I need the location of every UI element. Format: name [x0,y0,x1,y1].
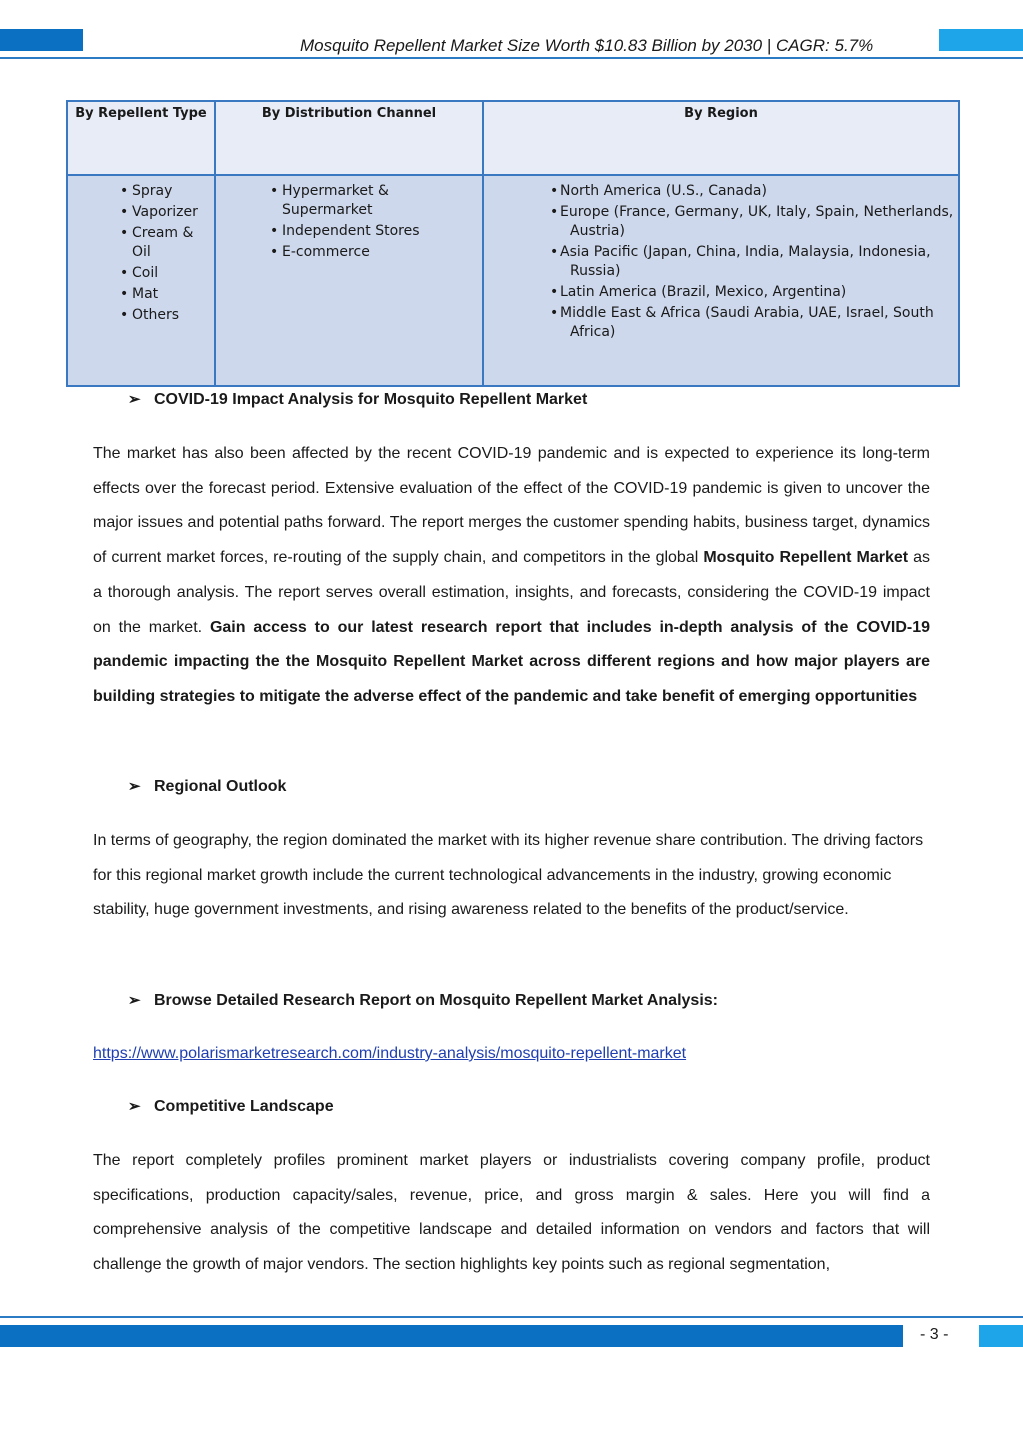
footer-bar-right [979,1325,1023,1347]
list-item: • Mat [118,285,210,304]
region-text: Asia Pacific (Japan, China, India, Malaysia, Indonesia, Russia) [560,244,931,279]
bullet-icon: • [550,284,559,300]
header-bar-right [939,29,1023,51]
list-item: • Hypermarket & Supermarket [268,182,478,220]
distribution-channel-list [220,182,478,262]
region-text: Middle East & Africa (Saudi Arabia, UAE, Israel, South Africa) [560,305,934,340]
list-item: • Spray [118,182,210,201]
header-bar-left [0,29,83,51]
bullet-icon: • [550,244,559,260]
column-header-region: By Region [483,101,959,175]
arrow-bullet-icon: ➢ [128,992,141,1009]
list-item [538,283,954,302]
list-item: • Vaporizer [118,203,210,222]
covid-heading [128,390,587,409]
list-item: • Others [118,306,210,325]
segmentation-table [66,100,960,387]
competitive-heading [128,1097,334,1116]
region-text: Europe (France, Germany, UK, Italy, Spain, Netherlands, Austria) [560,204,954,239]
covid-paragraph [93,437,930,715]
bullet-icon: • [550,204,559,220]
bullet-icon: • [550,183,559,199]
header-divider [0,57,1023,59]
list-item: • Coil [118,264,210,283]
list-item [538,304,954,342]
column-header-distribution-channel: By Distribution Channel [215,101,483,175]
footer-divider [0,1316,1023,1318]
covid-text-1: The market has also been affected by the recent COVID-19 pandemic and is expected to experience its long-term effects over the forecast period. Extensive evaluation of the effect of the COVID-19 pandemic is given to uncover the major issues and potential paths forward. The report merges the customer spending habits, business target, dynamics of current market forces, re-routing of the supply chain, and competitors in the global [93,445,930,567]
competitive-heading-text: Competitive Landscape [154,1098,334,1115]
list-item: • Independent Stores [268,222,478,241]
table-header-row [67,101,959,175]
covid-heading-text: COVID-19 Impact Analysis for Mosquito Repellent Market [154,391,588,408]
repellent-type-cell [67,175,215,386]
column-header-repellent-type: By Repellent Type [67,101,215,175]
regional-heading [128,777,286,796]
browse-heading-text: Browse Detailed Research Report on Mosquito Repellent Market Analysis: [154,992,718,1009]
region-cell [483,175,959,386]
region-list [488,182,954,342]
list-item: • E-commerce [268,243,478,262]
arrow-bullet-icon: ➢ [128,391,141,408]
covid-text-2: as a thorough analysis. The report serves overall estimation, insights, and forecasts, considering the COVID-19 impact on the market. [93,549,931,636]
page-header-title: Mosquito Repellent Market Size Worth $10.83 Billion by 2030 | CAGR: 5.7% [300,36,874,55]
report-link[interactable]: https://www.polarismarketresearch.com/industry-analysis/mosquito-repellent-market [93,1045,687,1062]
regional-heading-text: Regional Outlook [154,778,287,795]
list-item [538,182,954,201]
arrow-bullet-icon: ➢ [128,1098,141,1115]
list-item [538,203,954,241]
repellent-type-list [72,182,210,325]
list-item: • Cream & Oil [118,224,210,262]
page-number: - 3 - [920,1326,949,1343]
table-body-row [67,175,959,386]
regional-paragraph: In terms of geography, the region dominated the market with its higher revenue share contribution. The driving factors for this regional market growth include the current technological advancements in the industry, growing economic stability, huge government investments, and rising awareness related to the benefits of the product/service. [93,832,924,919]
list-item [538,243,954,281]
browse-heading [128,991,718,1010]
covid-bold-1: Mosquito Repellent Market [703,549,909,567]
arrow-bullet-icon: ➢ [128,778,141,795]
covid-bold-2: Gain access to our latest research report that includes in-depth analysis of the COVID-19 pandemic impacting the the Mosquito Repellent Market across different regions and how major players are building strategies to mitigate the adverse effect of the pandemic and take benefit of emerging opportunities [93,618,931,705]
region-text: North America (U.S., Canada) [560,183,767,199]
bullet-icon: • [550,305,559,321]
footer-bar-left [0,1325,903,1347]
competitive-paragraph: The report completely profiles prominent market players or industrialists covering company profile, product specifications, production capacity/sales, revenue, price, and gross margin & sales. Here you will find a comprehensive analysis of the competitive landscape and detailed information on vendors and factors that will challenge the growth of major vendors. The section highlights key points such as regional segmentation, [93,1152,930,1274]
distribution-channel-cell [215,175,483,386]
region-text: Latin America (Brazil, Mexico, Argentina) [560,284,847,300]
